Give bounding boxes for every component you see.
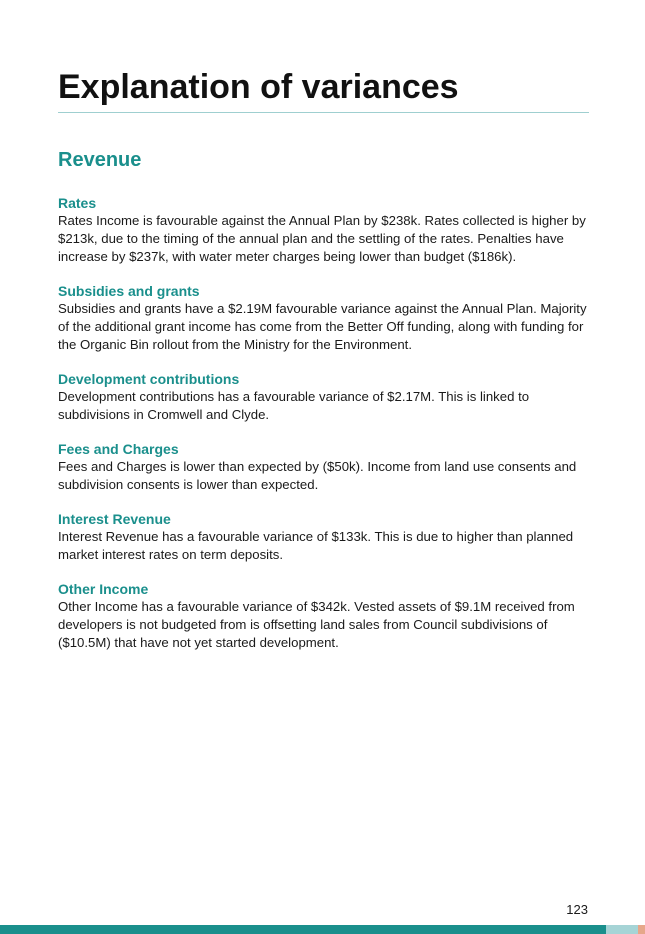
- other-income-block: [58, 580, 590, 652]
- rates-heading: Rates: [58, 195, 97, 211]
- interest-revenue-text: Interest Revenue has a favourable variance of $133k. This is due to higher than planned market interest rates on term deposits.: [58, 529, 574, 562]
- footer-color-bar: [0, 925, 645, 934]
- fees-charges-block: [58, 440, 590, 494]
- interest-revenue-block: [58, 510, 590, 564]
- page-number: 123: [566, 902, 588, 917]
- subsidies-grants-text: Subsidies and grants have a $2.19M favourable variance against the Annual Plan. Majority of the additional grant income has come from the Better Off funding, along with funding for the Organic Bin rollout from the Ministry for the Environment.: [58, 301, 587, 352]
- footer-bar-accent-segment: [638, 925, 645, 934]
- subsidies-grants-heading: Subsidies and grants: [58, 283, 200, 299]
- rates-block: [58, 194, 590, 266]
- section-heading-revenue: Revenue: [58, 149, 142, 171]
- page-title: Explanation of variances: [58, 68, 459, 106]
- footer-bar-teal-segment: [0, 925, 606, 934]
- development-contributions-text: Development contributions has a favourable variance of $2.17M. This is linked to subdivisions in Cromwell and Clyde.: [58, 389, 530, 422]
- development-contributions-heading: Development contributions: [58, 371, 240, 387]
- subsidies-grants-block: [58, 282, 590, 354]
- title-divider: [58, 112, 589, 113]
- development-contributions-block: [58, 370, 590, 424]
- fees-charges-heading: Fees and Charges: [58, 441, 179, 457]
- rates-text: Rates Income is favourable against the Annual Plan by $238k. Rates collected is higher by $213k, due to the timing of the annual plan and the settling of the rates. Penalties have increase by $237k, with water meter charges being lower than budget ($186k).: [58, 213, 586, 264]
- footer-bar-light-segment: [606, 925, 638, 934]
- fees-charges-text: Fees and Charges is lower than expected by ($50k). Income from land use consents and subdivision consents is lower than expected.: [58, 459, 577, 492]
- variance-explanations: [58, 194, 590, 668]
- other-income-heading: Other Income: [58, 581, 149, 597]
- interest-revenue-heading: Interest Revenue: [58, 511, 171, 527]
- other-income-text: Other Income has a favourable variance of $342k. Vested assets of $9.1M received from developers is not budgeted from is offsetting land sales from Council subdivisions of ($10.5M) that have not yet started development.: [58, 599, 575, 650]
